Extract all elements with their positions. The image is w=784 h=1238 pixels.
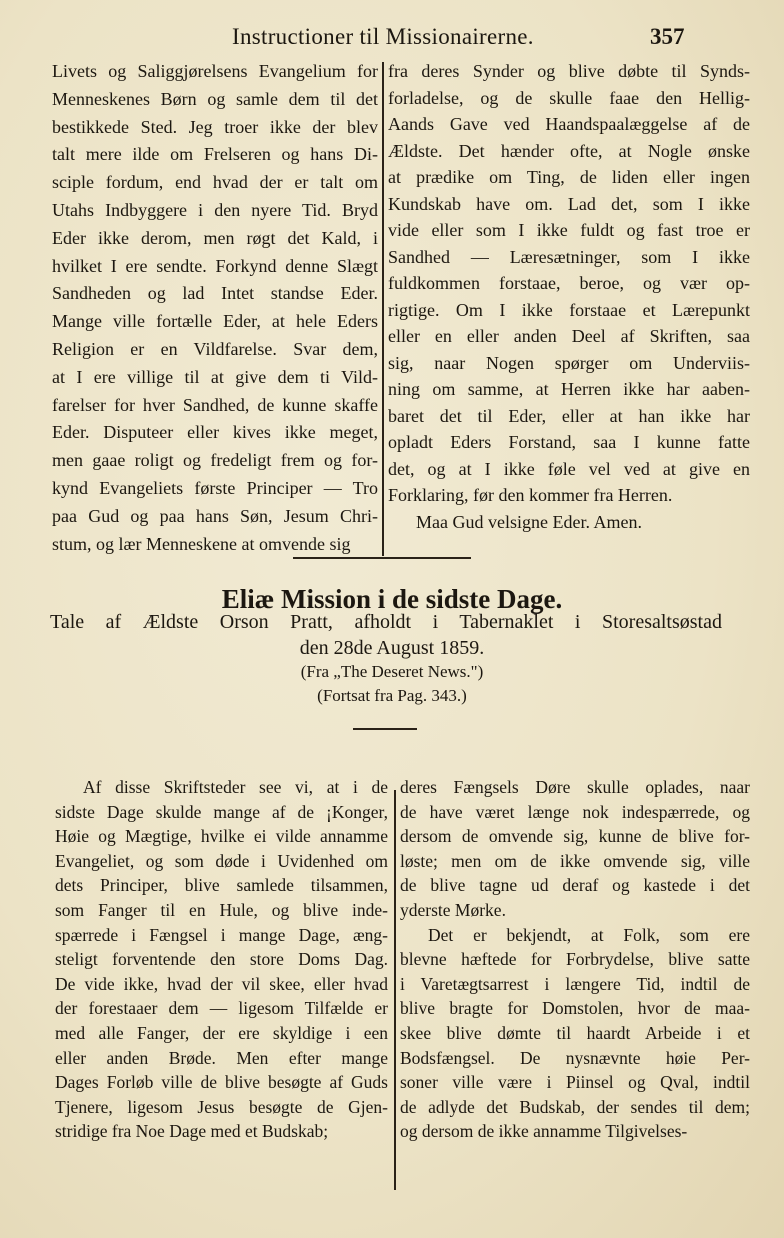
text-line: talt mere ilde om Frelseren og hans Di- <box>52 144 378 165</box>
text-line: der forestaaer dem — ligesom Tilfælde er <box>55 998 388 1019</box>
text-line: Maa Gud velsigne Eder. Amen. <box>416 511 642 532</box>
text-line: Sandhed — Læresætninger, som I ikke <box>388 246 750 267</box>
section-rule <box>293 557 471 559</box>
text-line: Eder ikke derom, men røgt det Kald, i <box>52 227 378 248</box>
text-line: skee blive dømte til haardt Arbeide i et <box>400 1022 750 1043</box>
text-line: Livets og Saliggjørelsens Evangelium for <box>52 61 378 81</box>
text-line: de have været længe nok indespærrede, og <box>400 801 750 822</box>
text-line: eller anden Brøde. Men efter mange <box>55 1047 388 1068</box>
text-line: som Fanger til en Hule, og blive inde- <box>55 899 388 920</box>
text-line: vide eller som I ikke fuldt og fast troe er <box>388 220 750 240</box>
text-line: hvilket I ere sendte. Forkynd denne Slægt <box>52 255 378 276</box>
text-line: steligt forventende den store Doms Dag. <box>55 949 388 970</box>
text-line: spærrede i Fængsel i mange Dage, æng- <box>55 924 388 945</box>
text-line: rigtige. Om I ikke forstaae et Lærepunkt <box>388 299 750 320</box>
text-line: blevne hæftede for Forbrydelse, blive satte <box>400 949 750 970</box>
text-line: dersom de omvende sig, kunne de blive for- <box>400 826 750 847</box>
lower-right-column <box>400 775 750 1144</box>
text-line: dets Principer, blive samlede tilsammen, <box>55 875 388 896</box>
text-line: Sandheden og lad Intet standse Eder. <box>52 283 378 304</box>
upper-right-column <box>388 58 750 535</box>
text-line: Evangeliet, og som døde i Uvidenhed om <box>55 850 388 871</box>
column-divider <box>394 790 396 1190</box>
text-line: i Varetægtsarrest i længere Tid, indtil de <box>400 973 750 994</box>
text-line: Tjenere, ligesom Jesus besøgte de Gjen- <box>55 1096 388 1117</box>
text-line: de blive tagne ud deraf og kastede i det <box>400 875 750 896</box>
text-line: fra deres Synder og blive døbte til Synds- <box>388 61 750 81</box>
text-line: sidste Dage skulde mange af de ¡Konger, <box>55 801 388 822</box>
article-date: den 28de August 1859. <box>299 637 485 659</box>
text-line: blive bragte for Domstolen, hvor de maa- <box>400 998 750 1019</box>
text-line: med alle Fanger, der ere skyldige i een <box>55 1022 388 1043</box>
text-line: Mange ville fortælle Eder, at hele Eders <box>52 311 378 332</box>
article-subtitle: Tale af Ældste Orson Pratt, afholdt i Tabernaklet i Storesaltsøstad <box>50 611 722 633</box>
text-line: men gaae roligt og fredeligt frem og for- <box>52 450 378 471</box>
text-line: paa Gud og paa hans Søn, Jesum Chri- <box>52 505 378 526</box>
text-line: yderste Mørke. <box>400 899 506 920</box>
text-line: det, og at I ikke føle vel ved at give en <box>388 458 750 479</box>
text-line: Af disse Skriftsteder see vi, at i de <box>83 777 388 797</box>
running-head <box>0 24 784 54</box>
page-number: 357 <box>650 24 685 49</box>
text-line: stum, og lær Menneskene at omvende sig <box>52 533 351 554</box>
text-line: og dersom de ikke annamme Tilgivelses- <box>400 1121 688 1142</box>
text-line: bestikkede Sted. Jeg troer ikke der blev <box>52 116 378 137</box>
text-line: Dages Forløb ville de blive besøgte af Guds <box>55 1072 388 1093</box>
text-line: Ældste. Det hænder ofte, at Nogle ønske <box>388 140 750 161</box>
text-line: Eder. Disputeer eller kives ikke meget, <box>52 422 378 443</box>
text-line: Forklaring, før den kommer fra Herren. <box>388 485 673 505</box>
text-line: Bodsfængsel. De nysnævnte høie Per- <box>400 1047 750 1068</box>
text-line: eller en eller anden Deel af Skriften, saa <box>388 326 750 346</box>
text-line: sig, naar Nogen spørger om Underviis- <box>388 352 750 373</box>
text-line: deres Fængsels Døre skulle oplades, naar <box>400 777 750 797</box>
running-head-title: Instructioner til Missionairerne. <box>232 24 534 49</box>
text-line: Aands Gave ved Haandspaalæggelse af de <box>388 114 750 134</box>
text-line: de adlyde det Budskab, der sendes til dem; <box>400 1096 750 1117</box>
text-line: at prædike om Ting, de liden eller ingen <box>388 167 750 187</box>
article-title: Eliæ Mission i de sidste Dage. <box>221 584 563 614</box>
column-divider <box>382 62 384 556</box>
upper-left-column <box>52 58 378 558</box>
text-line: fuldkommen forstaae, beroe, og vær op- <box>388 273 750 293</box>
title-rule <box>353 728 417 730</box>
text-line: Kundskab have om. Lad det, som I ikke <box>388 193 750 214</box>
text-line: løste; men om de ikke omvende sig, ville <box>400 850 750 871</box>
article-continued-note: (Fortsat fra Pag. 343.) <box>317 686 467 705</box>
text-line: Høie og Mægtige, hvilke ei vilde annamme <box>55 826 388 847</box>
text-line: Det er bekjendt, at Folk, som ere <box>428 924 750 945</box>
text-line: Religion er en Vildfarelse. Svar dem, <box>52 338 378 359</box>
text-line: soner ville være i Piinsel og Qval, indtil <box>400 1072 750 1093</box>
text-line: forladelse, og de skulle faae den Hellig- <box>388 87 750 108</box>
text-line: baret det til Eder, eller at han ikke har <box>388 405 750 426</box>
article-source: (Fra „The Deseret News.") <box>300 662 484 681</box>
lower-left-column <box>55 775 388 1144</box>
text-line: ning om samme, at Herren ikke har aaben- <box>388 379 750 399</box>
text-line: opladt Eders Forstand, saa I kunne fatte <box>388 432 750 452</box>
text-line: Menneskenes Børn og samle dem til det <box>52 88 378 109</box>
text-line: De vide ikke, hvad der vil skee, eller hvad <box>55 973 388 994</box>
text-line: farelser for hver Sandhed, de kunne skaffe <box>52 394 378 415</box>
text-line: sciple fordum, end hvad der er talt om <box>52 172 378 193</box>
text-line: at I ere villige til at give dem ti Vild- <box>52 366 378 387</box>
text-line: Utahs Indbyggere i den nyere Tid. Bryd <box>52 199 378 220</box>
text-line: stridige fra Noe Dage med et Budskab; <box>55 1121 329 1142</box>
text-line: kynd Evangeliets første Principer — Tro <box>52 477 378 498</box>
